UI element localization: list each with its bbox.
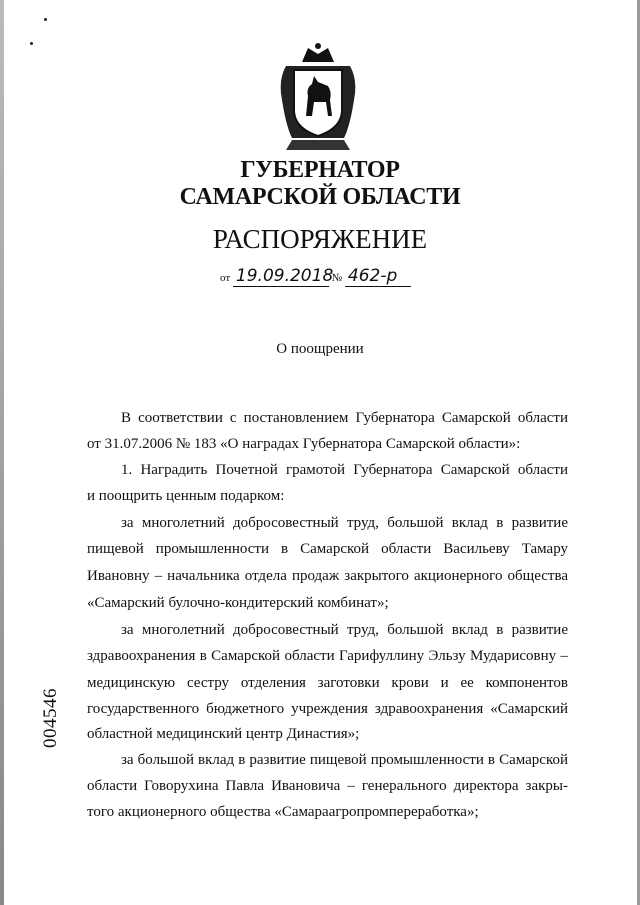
coat-of-arms-emblem — [272, 40, 364, 152]
issuer-title-line1: ГУБЕРНАТОР — [240, 157, 400, 183]
body-line: В соответствии с постановлением Губернатора Самарской области — [121, 410, 568, 426]
body-line: 1. Наградить Почетной грамотой Губернатора Самарской области — [121, 462, 568, 478]
body-line: за многолетний добросовестный труд, большой вклад в развитие — [121, 515, 568, 531]
body-line: и поощрить ценным подарком: — [87, 488, 285, 504]
body-line: области Говорухина Павла Ивановича – генерального директора закры- — [87, 778, 568, 794]
body-line: здравоохранения в Самарской области Гарифуллину Эльзу Мударисовну – — [87, 648, 568, 664]
body-line: за большой вклад в развитие пищевой промышленности в Самарской — [121, 752, 568, 768]
body-line: государственного бюджетного учреждения здравоохранения «Самарский — [87, 701, 568, 717]
document-date: 19.09.2018 — [233, 266, 329, 287]
number-label: № — [331, 272, 343, 284]
from-label: от — [220, 272, 231, 284]
issuer-title-line2: САМАРСКОЙ ОБЛАСТИ — [179, 184, 461, 210]
body-line: за многолетний добросовестный труд, большой вклад в развитие — [121, 622, 568, 638]
serial-number-stamp: 004546 — [40, 688, 61, 748]
body-line: «Самарский булочно-кондитерский комбинат»; — [87, 595, 389, 611]
scan-speck — [30, 42, 33, 45]
scan-edge-left — [0, 0, 4, 905]
body-line: Ивановну – начальника отдела продаж закрытого акционерного общества — [87, 568, 568, 584]
date-number-line — [220, 266, 411, 287]
body-line: медицинскую сестру отделения заготовки крови и ее компонентов — [87, 675, 568, 691]
document-subject: О поощрении — [276, 341, 364, 357]
body-line: того акционерного общества «Самараагропромпереработка»; — [87, 804, 479, 820]
body-line: от 31.07.2006 № 183 «О наградах Губернатора Самарской области»: — [87, 436, 521, 452]
scan-speck — [44, 18, 47, 21]
document-type: РАСПОРЯЖЕНИЕ — [212, 224, 428, 254]
document-number: 462-р — [345, 266, 411, 287]
body-line: пищевой промышленности в Самарской области Васильеву Тамару — [87, 541, 568, 557]
body-line: областной медицинский центр Династия»; — [87, 726, 360, 742]
